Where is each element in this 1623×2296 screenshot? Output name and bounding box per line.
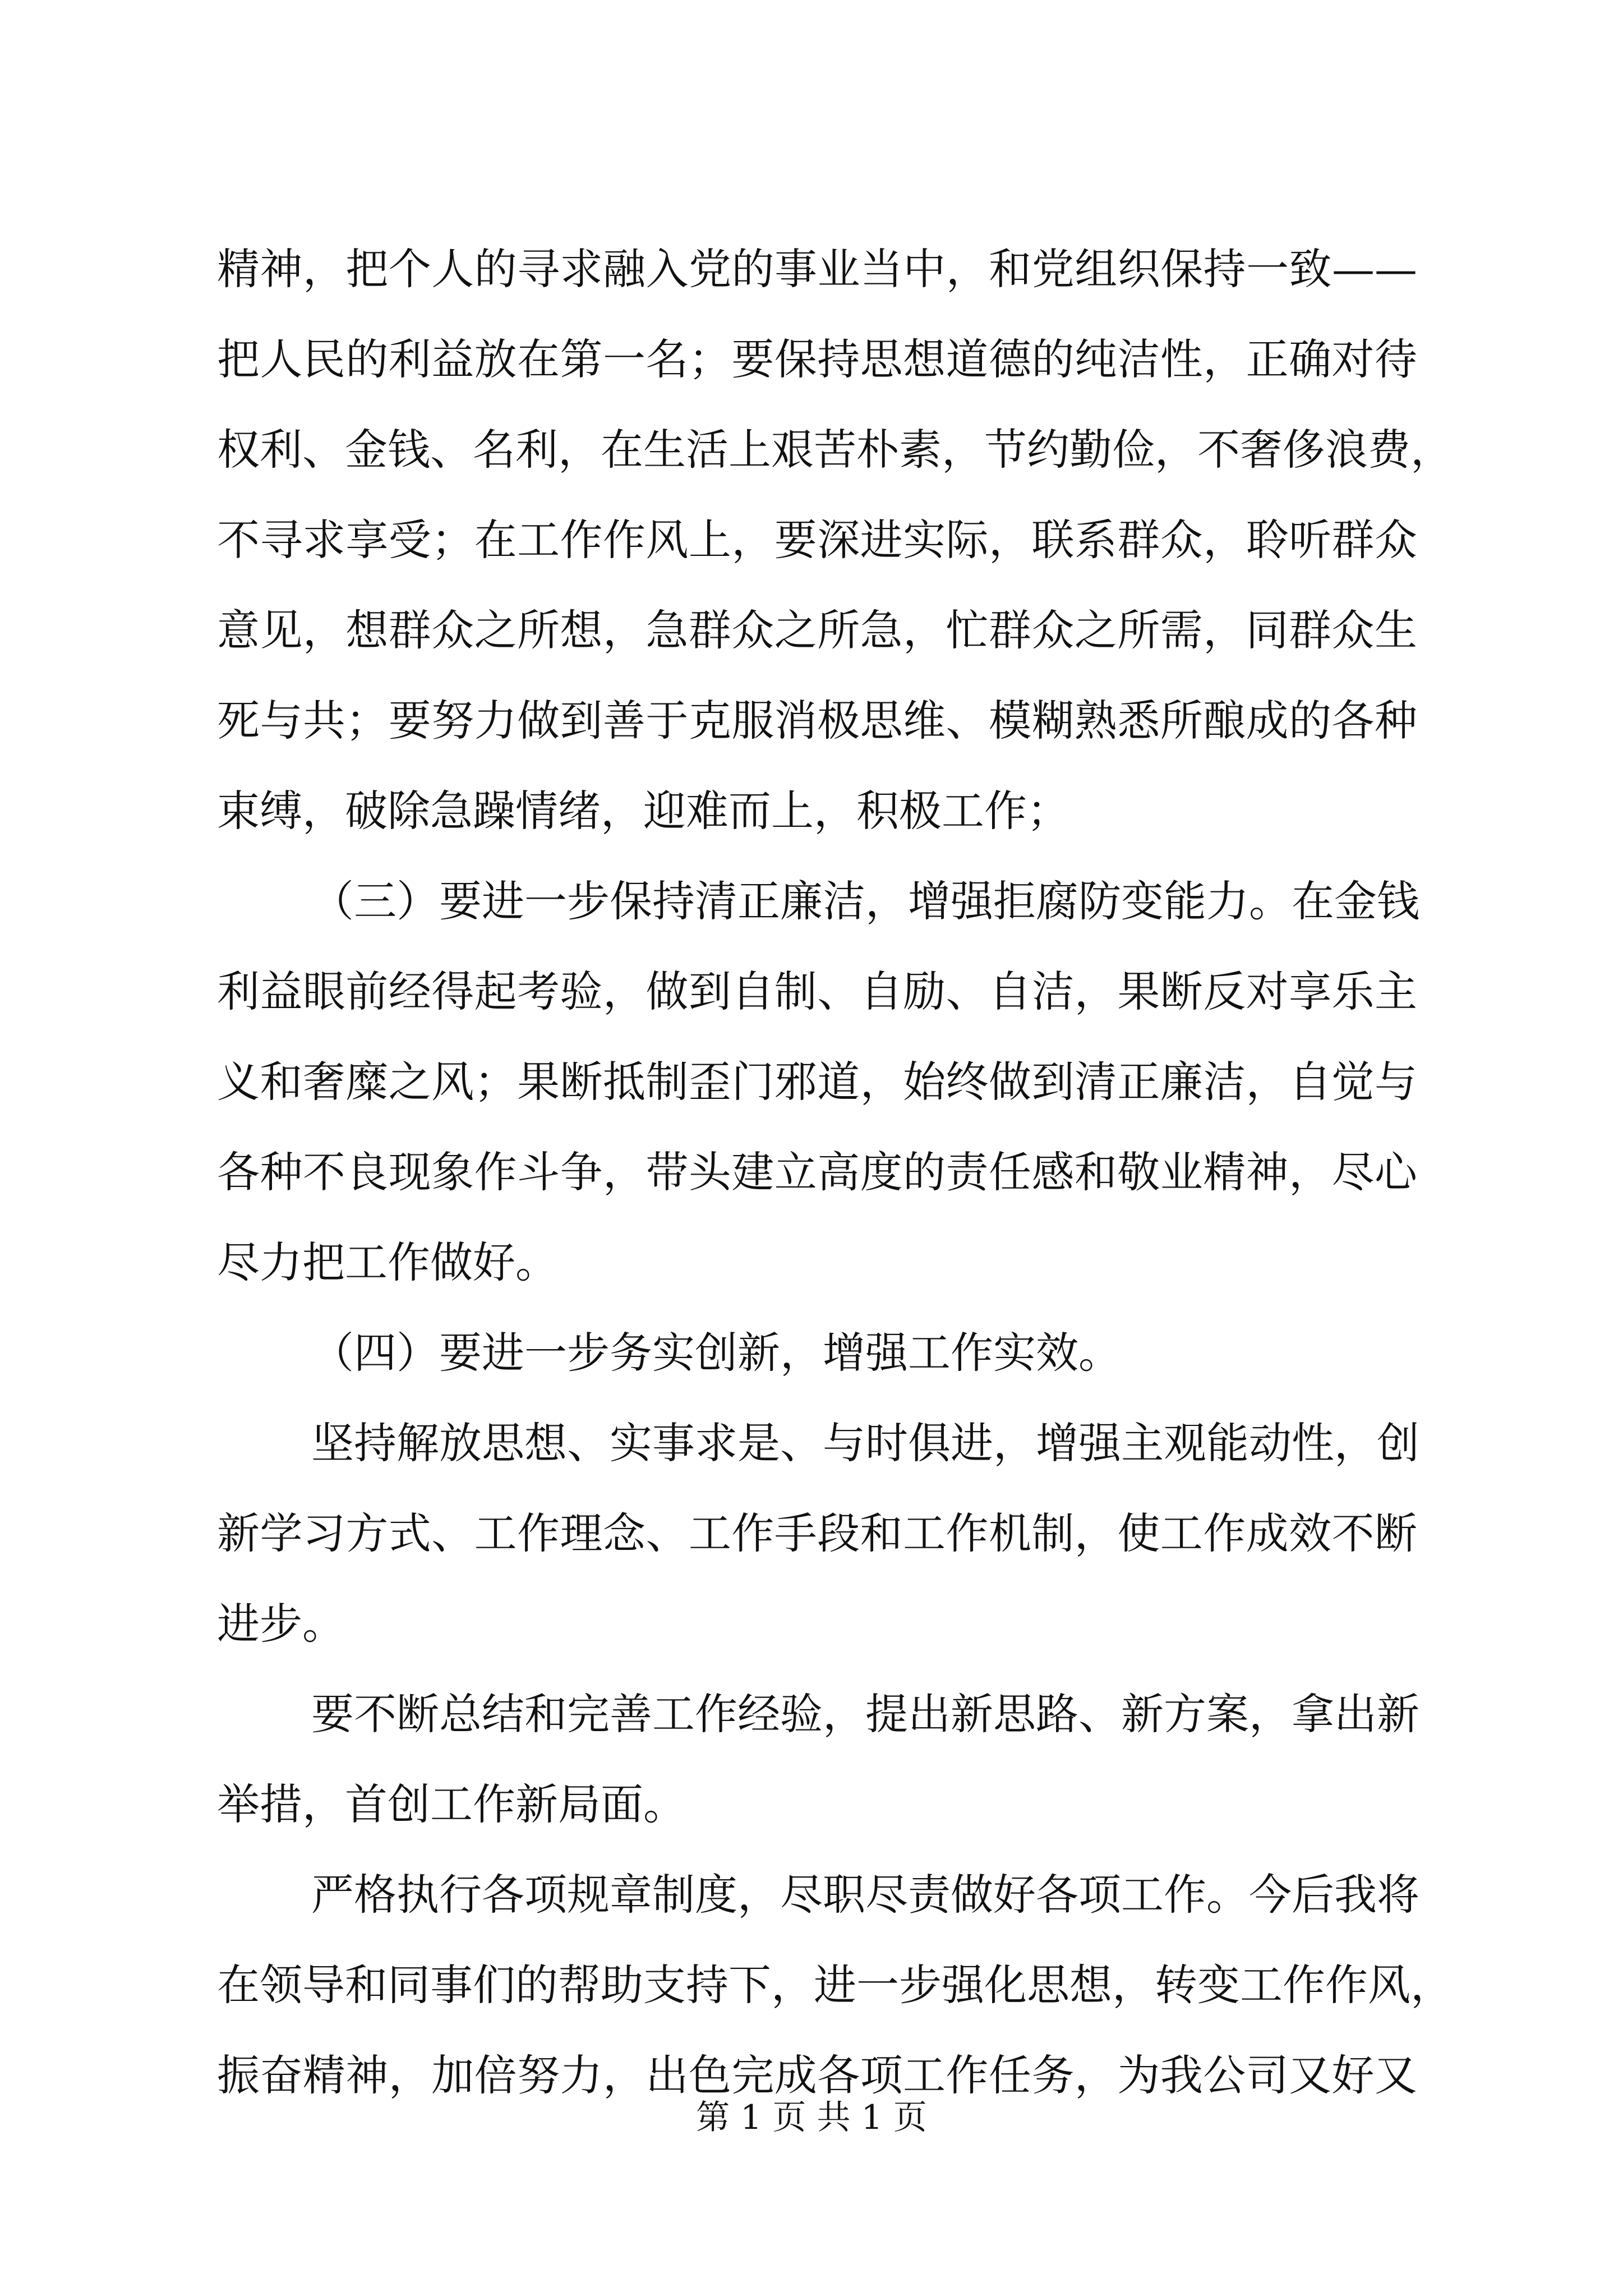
text-line: 尽力把工作做好。 [217, 1237, 558, 1287]
text-line: 各种不良现象作斗争，带头建立高度的责任感和敬业精神，尽心 [217, 1147, 1417, 1197]
section-heading-three: （三）要进一步保持清正廉洁，增强拒腐防变能力。在金钱 [311, 876, 1419, 926]
text-line: 进步。 [217, 1599, 345, 1649]
text-line: 利益眼前经得起考验，做到自制、自励、自洁，果断反对享乐主 [217, 967, 1417, 1016]
text-line: 坚持解放思想、实事求是、与时俱进，增强主观能动性，创 [311, 1418, 1419, 1468]
text-line: 把人民的利益放在第一名；要保持思想道德的纯洁性，正确对待 [217, 334, 1417, 384]
text-line: 死与共；要努力做到善于克服消极思维、模糊熟悉所酿成的各种 [217, 696, 1417, 746]
text-line: 束缚，破除急躁情绪，迎难而上，积极工作； [217, 786, 1069, 836]
text-line: 举措，首创工作新局面。 [217, 1779, 686, 1829]
text-line: 要不断总结和完善工作经验，提出新思路、新方案，拿出新 [311, 1689, 1419, 1739]
text-line: 义和奢糜之风；果断抵制歪门邪道，始终做到清正廉洁，自觉与 [217, 1057, 1417, 1107]
text-line: 新学习方式、工作理念、工作手段和工作机制，使工作成效不断 [217, 1508, 1417, 1558]
text-line: 精神，把个人的寻求融入党的事业当中，和党组织保持一致—— [217, 244, 1417, 294]
section-heading-four: （四）要进一步务实创新，增强工作实效。 [311, 1328, 1121, 1378]
page-number: 第 1 页 共 1 页 [696, 2098, 927, 2137]
text-line: 权利、金钱、名利，在生活上艰苦朴素，节约勤俭，不奢侈浪费， [217, 425, 1453, 475]
text-line: 在领导和同事们的帮助支持下，进一步强化思想，转变工作作风， [217, 1960, 1453, 2010]
text-line: 振奋精神，加倍努力，出色完成各项工作任务，为我公司又好又 [217, 2050, 1417, 2100]
text-line: 严格执行各项规章制度，尽职尽责做好各项工作。今后我将 [311, 1870, 1419, 1920]
text-line: 意见，想群众之所想，急群众之所急，忙群众之所需，同群众生 [217, 605, 1417, 655]
text-line: 不寻求享受；在工作作风上，要深进实际，联系群众，聆听群众 [217, 515, 1417, 565]
